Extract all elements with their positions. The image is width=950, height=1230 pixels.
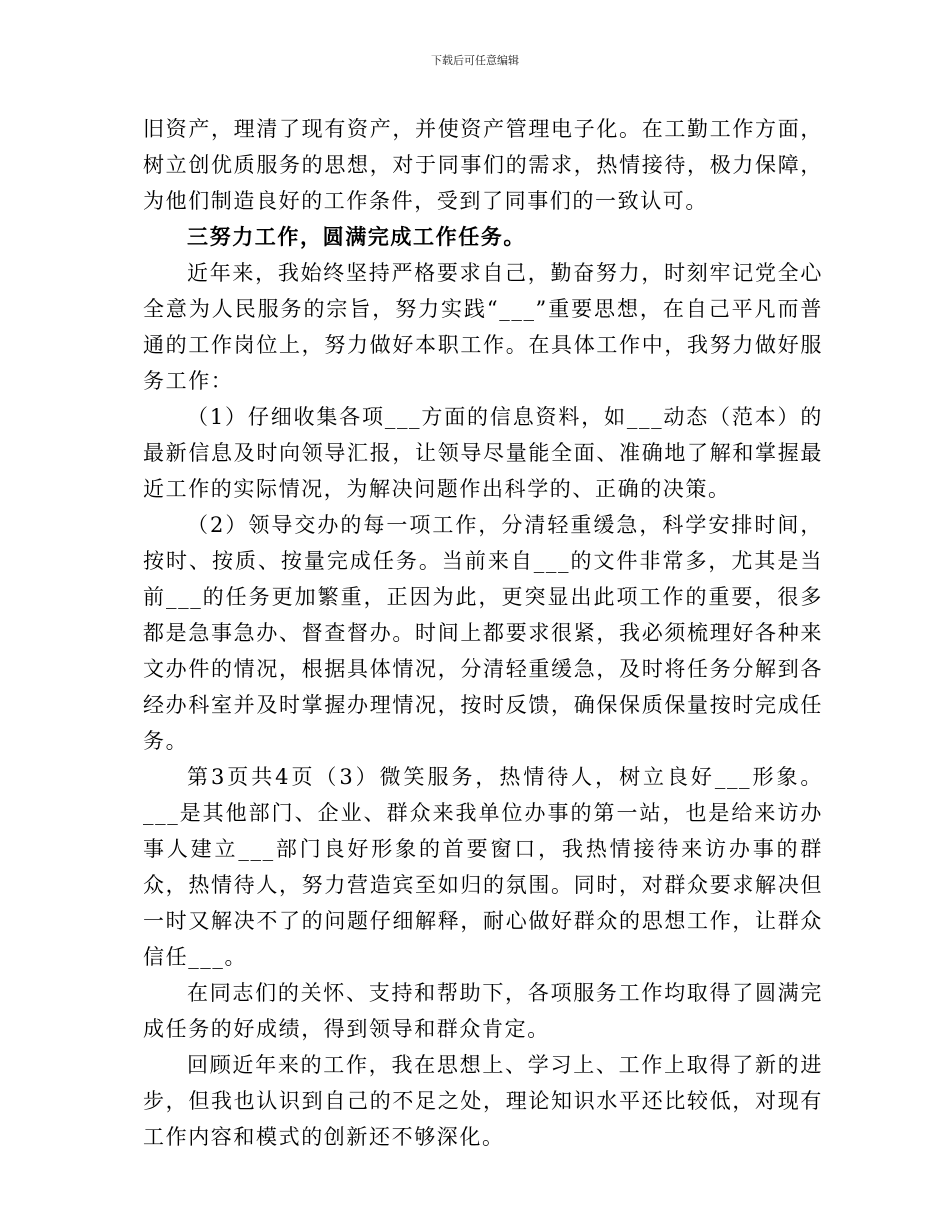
paragraph-recent-years: 近年来，我始终坚持严格要求自己，勤奋努力，时刻牢记党全心全意为人民服务的宗旨，努力实践“___”重要思想，在自己平凡而普通的工作岗位上，努力做好本职工作。在具体工作中，我努力做好服务工作：	[143, 261, 823, 393]
paragraph-item-3: 第3页共4页（3）微笑服务，热情待人，树立良好___形象。___是其他部门、企业、群众来我单位办事的第一站，也是给来访办事人建立___部门良好形象的首要窗口，我热情接待来访办事的群众，热情待人，努力营造宾至如归的氛围。同时，对群众要求解决但一时又解决不了的问题仔细解释，耐心做好群众的思想工作，让群众信任___。	[143, 765, 823, 969]
page-header: 下载后可任意编辑	[431, 54, 519, 67]
paragraph-item-2: （2）领导交办的每一项工作，分清轻重缓急，科学安排时间，按时、按质、按量完成任务。当前来自___的文件非常多，尤其是当前___的任务更加繁重，正因为此，更突显出此项工作的重要，很多都是急事急办、督查督办。时间上都要求很紧，我必须梳理好各种来文办件的情况，根据具体情况，分清轻重缓急，及时将任务分解到各经办科室并及时掌握办理情况，按时反馈，确保保质保量按时完成任务。	[143, 513, 823, 753]
document-body	[143, 111, 823, 1155]
paragraph-review: 回顾近年来的工作，我在思想上、学习上、工作上取得了新的进步，但我也认识到自己的不足之处，理论知识水平还比较低，对现有工作内容和模式的创新还不够深化。	[143, 1053, 823, 1149]
paragraph-continued-assets: 旧资产，理清了现有资产，并使资产管理电子化。在工勤工作方面，树立创优质服务的思想，对于同事们的需求，热情接待，极力保障，为他们制造良好的工作条件，受到了同事们的一致认可。	[143, 117, 823, 213]
paragraph-item-1: （1）仔细收集各项___方面的信息资料，如___动态（范本）的最新信息及时向领导汇报，让领导尽量能全面、准确地了解和掌握最近工作的实际情况，为解决问题作出科学的、正确的决策。	[143, 405, 823, 501]
section-heading: 三努力工作，圆满完成工作任务。	[187, 224, 526, 249]
paragraph-support: 在同志们的关怀、支持和帮助下，各项服务工作均取得了圆满完成任务的好成绩，得到领导和群众肯定。	[143, 981, 823, 1041]
